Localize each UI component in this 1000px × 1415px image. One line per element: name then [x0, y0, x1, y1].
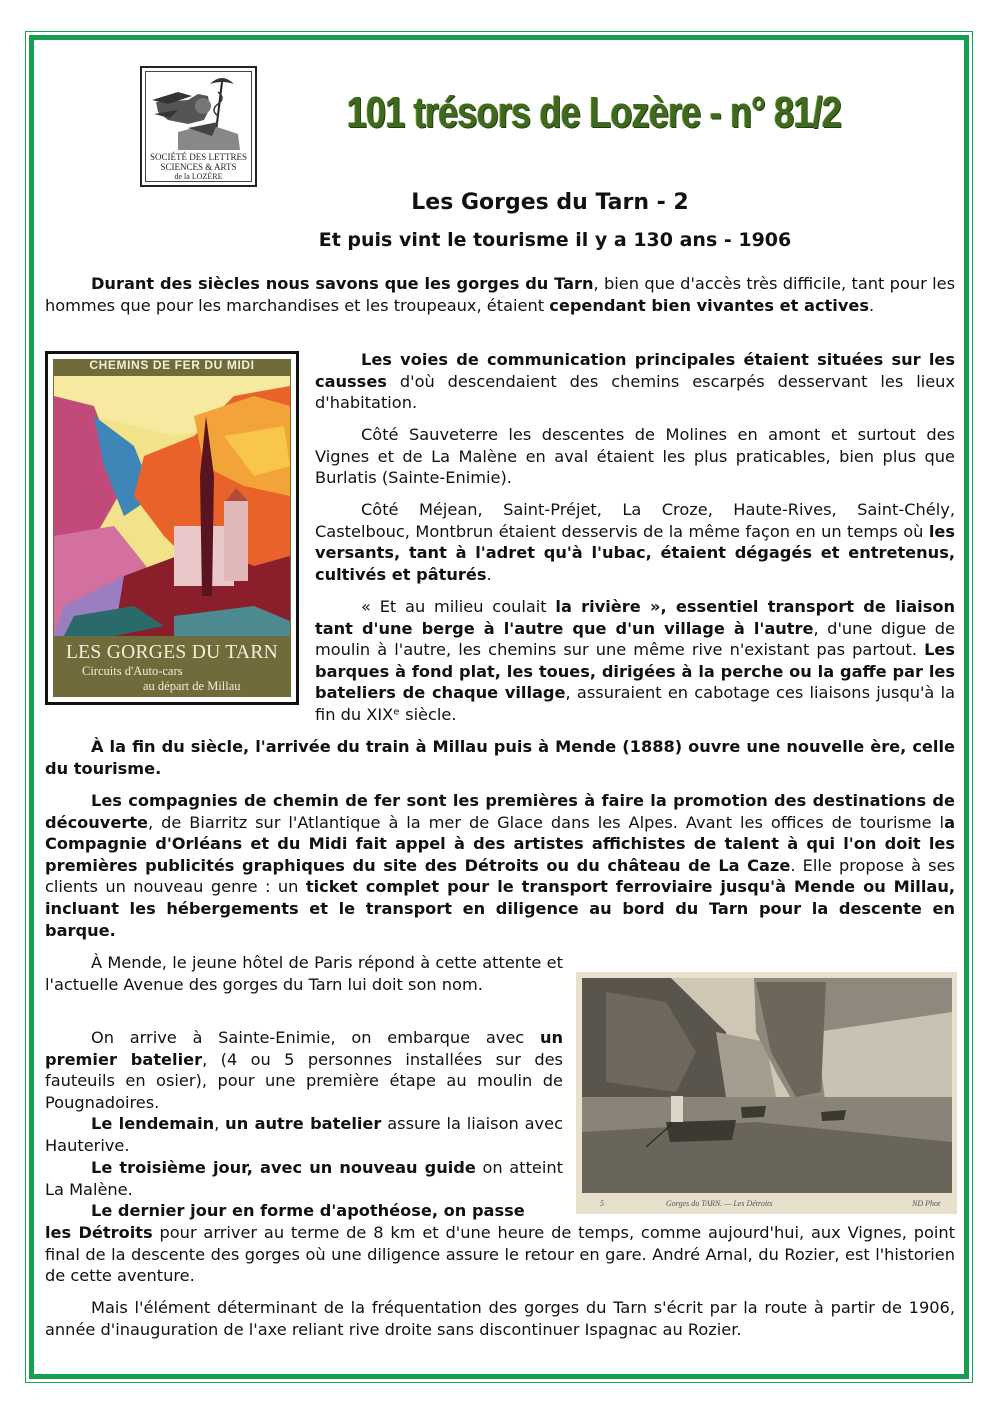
poster-header: CHEMINS DE FER DU MIDI	[89, 358, 255, 372]
text-run: on atteint La Malène.	[45, 1158, 563, 1199]
text-run: « Et au milieu coulait	[361, 597, 556, 616]
article-subtitle: Et puis vint le tourisme il y a 130 ans - 1906	[318, 229, 792, 251]
paragraph-mejean	[315, 499, 955, 585]
poster-line-2: Circuits d'Auto-cars	[82, 664, 183, 678]
logo-line-3: de la LOZÈRE	[174, 172, 223, 181]
text-run: , d'une digue de moulin à l'autre, les chemins sur une même rive n'existant pas partout.	[315, 618, 955, 660]
poster-title: LES GORGES DU TARN	[65, 642, 279, 663]
text-run: assure la liaison avec Hauterive.	[45, 1114, 563, 1155]
society-logo	[140, 66, 257, 187]
text-run: Côté Méjean, Saint-Préjet, La Croze, Haute-Rives, Saint-Chély, Castelbouc, Montbrun étaient desservis de la même façon en un temps où	[315, 500, 955, 541]
logo-line-1: SOCIÉTÉ DES LETTRES	[150, 152, 247, 162]
text-run: On arrive à Sainte-Enimie, on embarque avec	[91, 1028, 540, 1047]
paragraph-mende	[45, 952, 563, 995]
hermes-emblem-icon	[148, 72, 248, 152]
photo-credit: ND Phot	[912, 1199, 941, 1208]
paragraph-intro	[45, 273, 955, 316]
bold-text-run: cependant bien vivantes et actives	[549, 295, 870, 315]
bold-text-run: Le lendemain	[91, 1114, 215, 1133]
text-run: . Elle propose à ses clients un nouveau genre : un	[45, 855, 955, 897]
bold-text-run: les Détroits	[45, 1223, 153, 1242]
bold-text-run: ticket complet pour le transport ferroviaire jusqu'à Mende ou Millau, incluant les hébergements et le transport en diligence au bord du Tarn pour la descente en barque.	[45, 877, 955, 940]
text-run: .	[869, 295, 875, 315]
bold-text-run: Les voies de communication principales étaient situées sur les causses	[315, 350, 955, 391]
paragraph-detroits	[45, 1222, 955, 1287]
paragraph-train	[45, 736, 955, 779]
postcard-photo	[576, 972, 957, 1214]
article-title: Les Gorges du Tarn - 2	[411, 190, 689, 215]
bold-text-run: Les compagnies de chemin de fer sont les premières à faire la promotion des destinations de découverte	[45, 791, 955, 832]
text-run: , bien que d'accès très difficile, tant pour les hommes que pour les marchandises et les troupeaux, étaient	[45, 274, 956, 315]
bold-text-run: la rivière », essentiel transport de liaison tant d'une berge à l'autre que d'un village à l'autre	[315, 597, 955, 638]
text-run: Côté Sauveterre les descentes de Molines en amont et surtout des Vignes et de La Malène en aval étaient les plus praticables, bien plus que Burlatis (Sainte-Enimie).	[315, 425, 955, 488]
bold-text-run: Durant des siècles nous savons que les gorges du Tarn	[91, 274, 594, 293]
text-run: , assuraient en cabotage ces liaisons jusqu'à la fin du XIXᵉ siècle.	[315, 683, 955, 724]
photo-caption: Gorges du TARN. — Les Détroits	[666, 1199, 773, 1208]
poster-artwork	[54, 376, 290, 636]
bold-text-run: un premier batelier	[45, 1028, 563, 1069]
paragraph-dernier-jour	[45, 1200, 563, 1222]
paragraph-route-1906	[45, 1297, 955, 1340]
logo-line-2: SCIENCES & ARTS	[160, 162, 237, 172]
text-run: pour arriver au terme de 8 km et d'une heure de temps, comme aujourd'hui, aux Vignes, point final de la descente des gorges où une diligence assure le retour en gare. André Arnal, du Rozier, est l'historien de cette aventure.	[45, 1223, 955, 1286]
bold-text-run: un autre batelier	[225, 1114, 382, 1133]
text-run: , (4 ou 5 personnes installées sur des fauteuils en osier), pour une première étape au moulin de Pougnadoires.	[45, 1049, 563, 1112]
text-run: ,	[214, 1114, 226, 1133]
paragraph-riviere	[315, 596, 955, 726]
page-title: 101 trésors de Lozère - n° 81/2	[346, 88, 842, 137]
photo-number: 5	[600, 1199, 604, 1208]
text-run: , de Biarritz sur l'Atlantique à la mer de Glace dans les Alpes. Avant les offices de tourisme l	[148, 812, 945, 832]
paragraph-sainte-enimie	[45, 1027, 563, 1113]
bold-text-run: À la fin du siècle, l'arrivée du train à Millau puis à Mende (1888) ouvre une nouvelle ère, celle du tourisme.	[45, 737, 955, 778]
poster-line-3: au départ de Millau	[143, 679, 241, 693]
gorge-boats-photo	[576, 972, 957, 1214]
text-run: d'où descendaient des chemins escarpés desservant les lieux d'habitation.	[315, 371, 955, 413]
bold-text-run: Le dernier jour en forme d'apothéose, on passe	[91, 1201, 525, 1220]
text-run: .	[486, 564, 492, 584]
paragraph-lendemain	[45, 1113, 563, 1156]
text-run: Mais l'élément déterminant de la fréquentation des gorges du Tarn s'écrit par la route à partir de 1906, année d'inauguration de l'axe reliant rive droite sans discontinuer Ispagnac au Rozier.	[45, 1298, 955, 1339]
poster-image	[45, 351, 299, 705]
bold-text-run: a Compagnie d'Orléans et du Midi fait appel à des artistes affichistes de talent à qui l'on doit les premières publicités graphiques du site des Détroits ou du château de La Caze	[45, 812, 955, 875]
bold-text-run: Le troisième jour, avec un nouveau guide	[91, 1158, 476, 1177]
bold-text-run: les versants, tant à l'adret qu'à l'ubac, étaient dégagés et entretenus, cultivés et pâturés	[315, 521, 955, 584]
paragraph-causses	[315, 349, 955, 414]
paragraph-troisieme-jour	[45, 1157, 563, 1200]
bold-text-run: Les barques à fond plat, les toues, dirigées à la perche ou la gaffe par les bateliers de chaque village	[315, 640, 955, 703]
paragraph-compagnies	[45, 790, 955, 941]
text-run: À Mende, le jeune hôtel de Paris répond à cette attente et l'actuelle Avenue des gorges du Tarn lui doit son nom.	[45, 953, 563, 994]
paragraph-sauveterre	[315, 424, 955, 489]
